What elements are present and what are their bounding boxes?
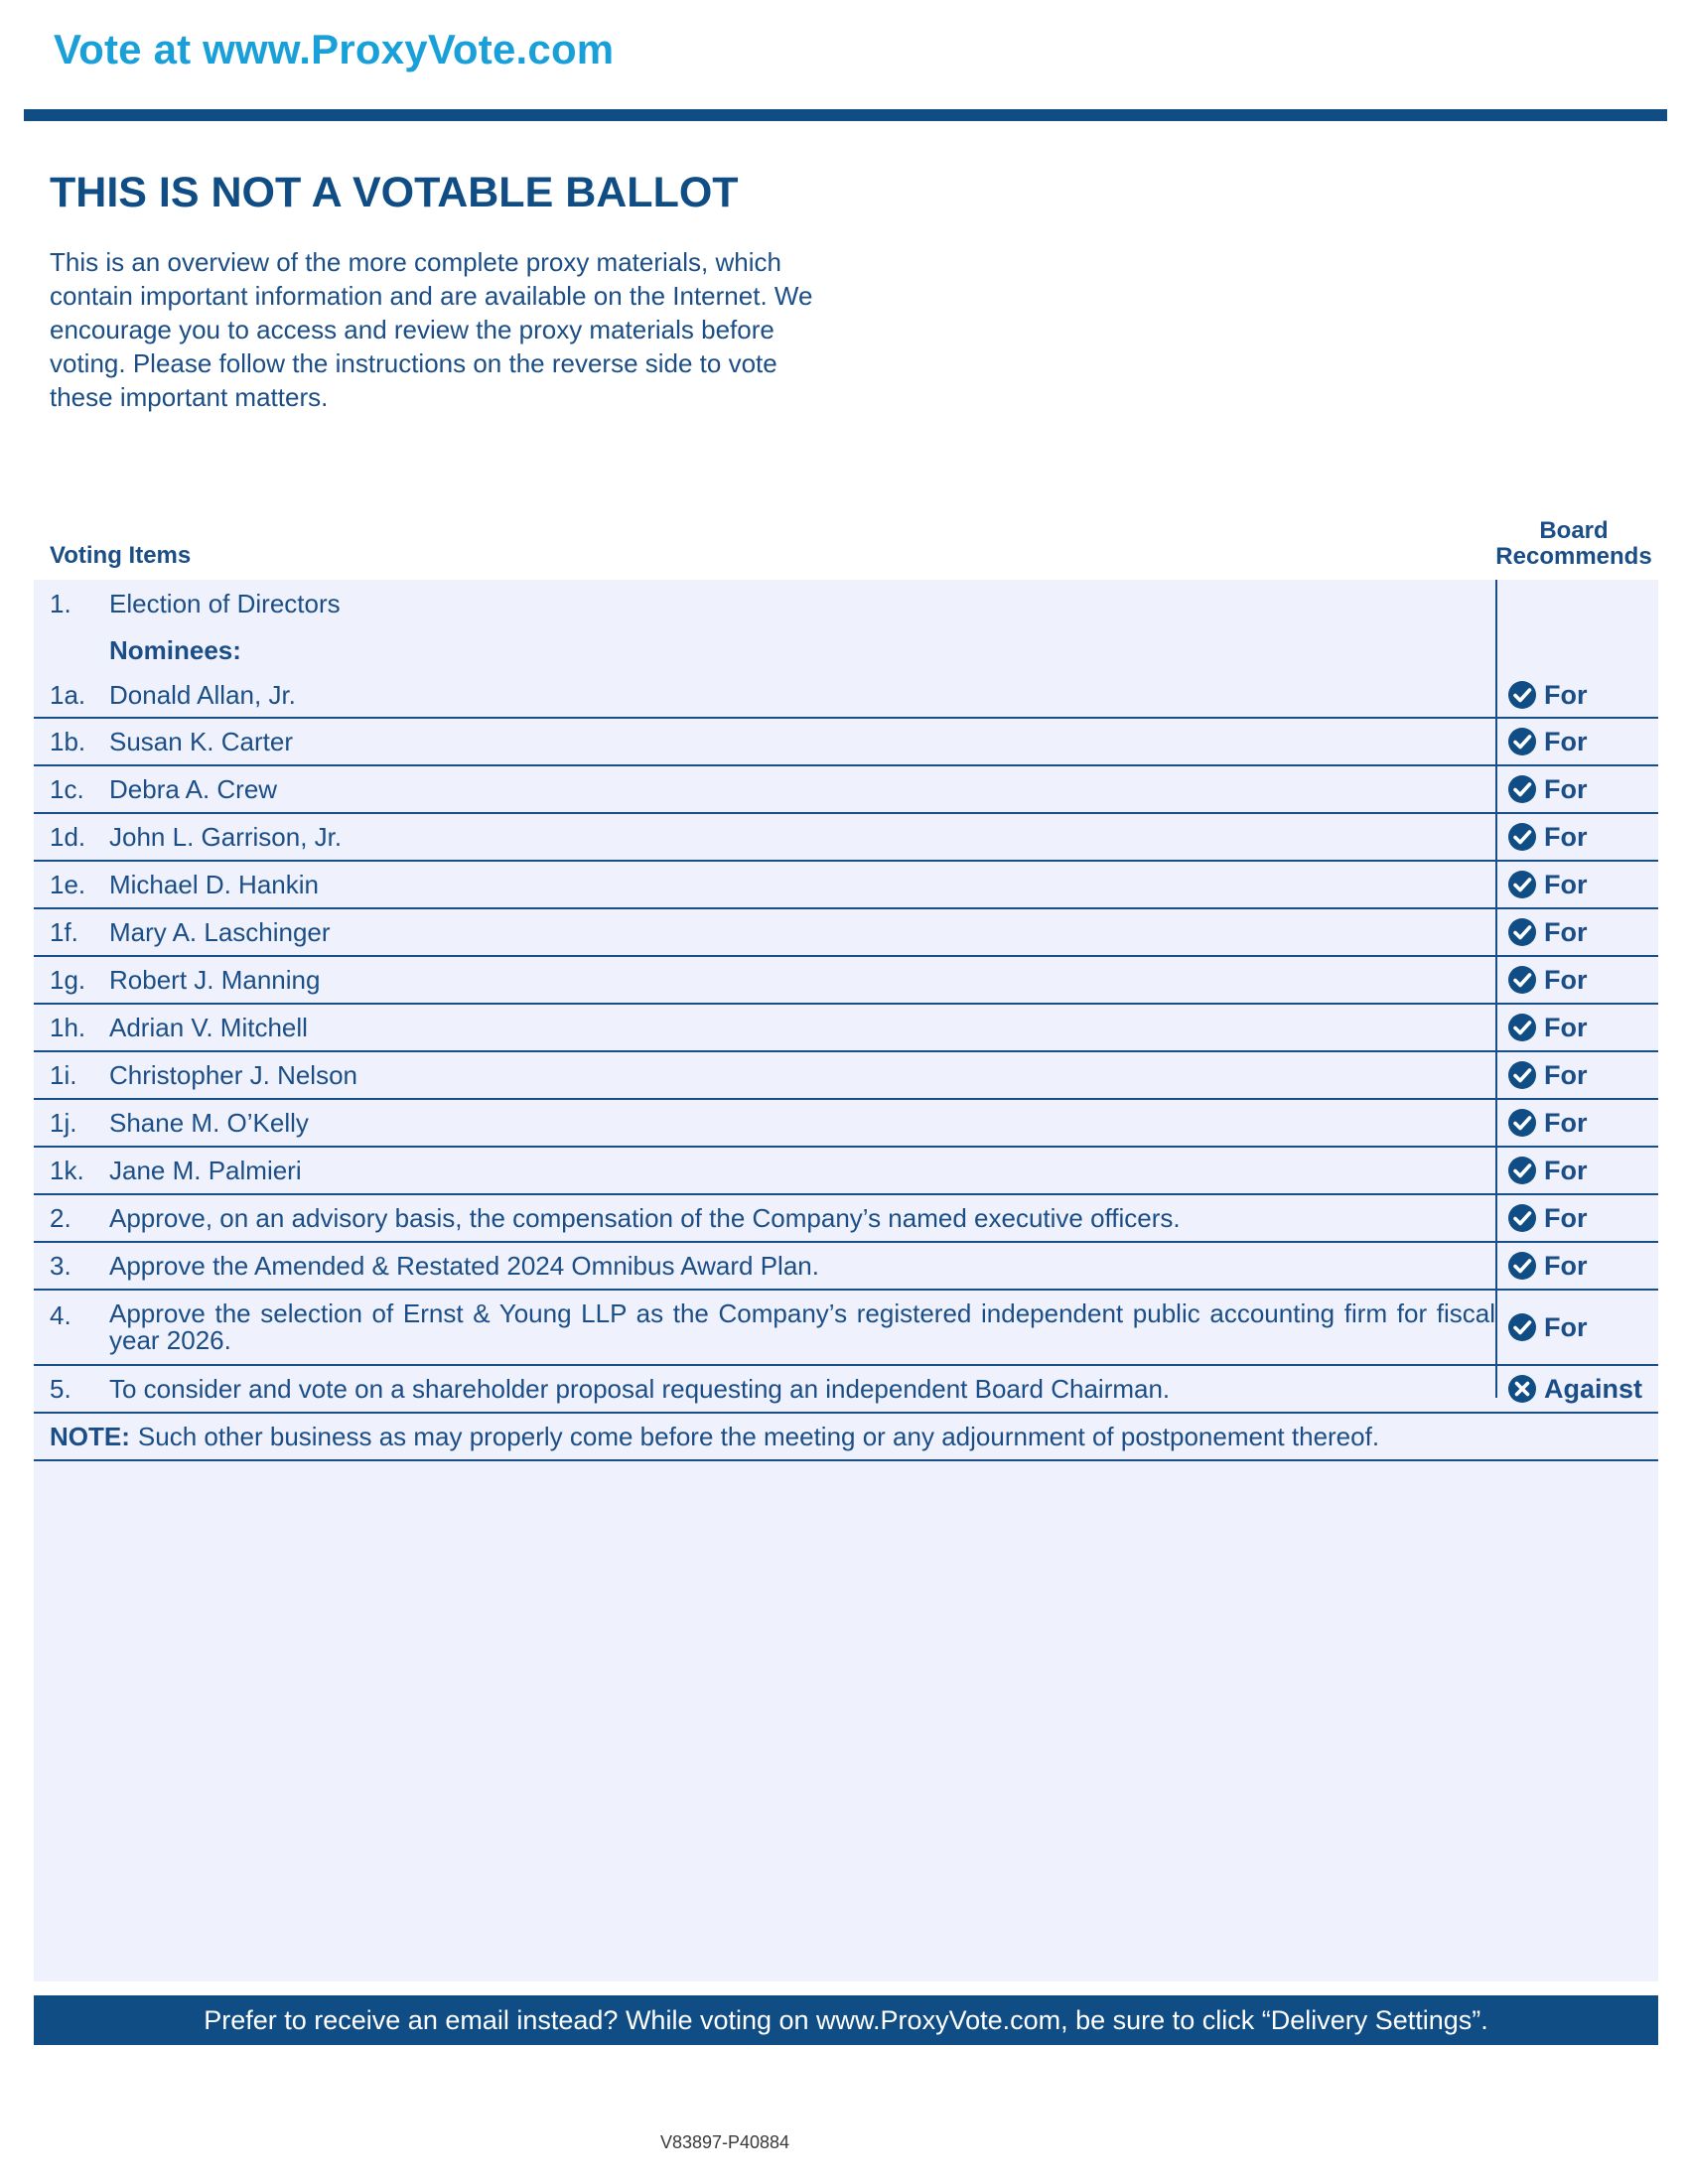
- voting-item-row: [34, 1291, 1658, 1366]
- voting-item-row: [34, 1052, 1658, 1100]
- recommendation-label: For: [1544, 1250, 1588, 1281]
- item-text: Approve the selection of Ernst & Young LLP as the Company’s registered independent public accounting firm for fiscal year 2026.: [109, 1298, 1495, 1355]
- item-text: Robert J. Manning: [109, 964, 321, 995]
- board-recommendation: [1499, 673, 1588, 717]
- recommendation-label: For: [1544, 1012, 1588, 1042]
- recommendation-label: For: [1544, 773, 1588, 804]
- check-circle-icon: [1507, 822, 1537, 852]
- intro-paragraph: This is an overview of the more complete proxy materials, which contain important information and are available on the Internet. We encourage you to access and review the proxy materials before voting. Please follow the instructions on the reverse side to vote these important matters.: [50, 247, 813, 412]
- board-recommendation: [1499, 957, 1588, 1003]
- recommendation-label: For: [1544, 1311, 1588, 1342]
- item-text: Approve, on an advisory basis, the compensation of the Company’s named executive officers.: [109, 1202, 1181, 1233]
- note-label: NOTE:: [50, 1421, 130, 1451]
- check-circle-icon: [1507, 1108, 1537, 1138]
- column-header-voting-items: Voting Items: [50, 542, 192, 569]
- item-number: 1e.: [50, 869, 86, 899]
- voting-item-row: [34, 1100, 1658, 1148]
- recommendation-label: For: [1544, 1155, 1588, 1185]
- board-recommendation: [1499, 862, 1588, 907]
- item-text: Michael D. Hankin: [109, 869, 319, 899]
- check-circle-icon: [1507, 680, 1537, 710]
- voting-items-table: [34, 580, 1658, 1461]
- voting-item-row: [34, 1366, 1658, 1414]
- board-recommendation: [1499, 814, 1588, 860]
- item-text: Shane M. O’Kelly: [109, 1107, 309, 1138]
- item-number: 1f.: [50, 916, 78, 947]
- voting-item-row: [34, 766, 1658, 814]
- delivery-settings-text: Prefer to receive an email instead? While voting on www.ProxyVote.com, be sure to click “Delivery Settings”.: [204, 2004, 1488, 2035]
- board-recommendation: [1499, 1148, 1588, 1193]
- item-number: 1.: [50, 588, 71, 618]
- item-text: Jane M. Palmieri: [109, 1155, 302, 1185]
- item-text: Approve the Amended & Restated 2024 Omnibus Award Plan.: [109, 1250, 819, 1281]
- check-circle-icon: [1507, 1013, 1537, 1042]
- recommendation-label: For: [1544, 916, 1588, 947]
- board-recommendation: [1499, 1052, 1588, 1098]
- item-number: 1h.: [50, 1012, 86, 1042]
- item-text: Election of Directors: [109, 588, 341, 618]
- voting-item-row: [34, 909, 1658, 957]
- column-header-board-line1: Board: [1539, 517, 1609, 544]
- recommendation-label: For: [1544, 1202, 1588, 1233]
- recommendation-label: For: [1544, 821, 1588, 852]
- recommendation-label: For: [1544, 964, 1588, 995]
- page-title: THIS IS NOT A VOTABLE BALLOT: [50, 169, 739, 216]
- column-header-board-line2: Recommends: [1495, 543, 1652, 570]
- item-number: 5.: [50, 1373, 71, 1404]
- voting-item-row: [34, 814, 1658, 862]
- item-text: Adrian V. Mitchell: [109, 1012, 308, 1042]
- item-number: 1k.: [50, 1155, 84, 1185]
- check-circle-icon: [1507, 1251, 1537, 1281]
- nominees-label: Nominees:: [109, 634, 241, 665]
- board-recommendation: [1499, 909, 1588, 955]
- voting-item-row: [34, 719, 1658, 766]
- voting-item-row: [34, 1005, 1658, 1052]
- header-rule: [24, 109, 1667, 121]
- recommendation-label: For: [1544, 1059, 1588, 1090]
- item-text: Susan K. Carter: [109, 726, 293, 756]
- voting-item-row: [34, 1148, 1658, 1195]
- board-recommendation: [1499, 719, 1588, 764]
- check-circle-icon: [1507, 1203, 1537, 1233]
- recommendation-label: Against: [1544, 1373, 1643, 1404]
- voting-item-row: [34, 673, 1658, 719]
- item-number: 2.: [50, 1202, 71, 1233]
- check-circle-icon: [1507, 870, 1537, 899]
- item-row-election: [34, 580, 1658, 627]
- board-recommendation: [1499, 1005, 1588, 1050]
- item-number: 3.: [50, 1250, 71, 1281]
- board-recommendation: [1499, 1100, 1588, 1146]
- board-recommendation: [1499, 1291, 1588, 1364]
- x-circle-icon: [1507, 1374, 1537, 1404]
- recommendation-label: For: [1544, 679, 1588, 710]
- recommendation-label: For: [1544, 1107, 1588, 1138]
- board-recommendation: [1499, 1195, 1588, 1241]
- delivery-settings-banner: [34, 1995, 1658, 2045]
- column-header-board-recommends: [1489, 518, 1658, 570]
- check-circle-icon: [1507, 1060, 1537, 1090]
- voting-rows: [34, 673, 1658, 1414]
- voting-item-row: [34, 862, 1658, 909]
- item-number: 4.: [50, 1300, 71, 1330]
- voting-item-row: [34, 1243, 1658, 1291]
- check-circle-icon: [1507, 917, 1537, 947]
- recommendation-label: For: [1544, 726, 1588, 756]
- header-title: Vote at www.ProxyVote.com: [54, 26, 615, 72]
- note-text: Such other business as may properly come before the meeting or any adjournment of postponement thereof.: [137, 1421, 1380, 1451]
- board-recommendation: [1499, 1366, 1642, 1412]
- voting-item-row: [34, 957, 1658, 1005]
- nominees-row: [34, 627, 1658, 673]
- check-circle-icon: [1507, 1156, 1537, 1185]
- item-number: 1d.: [50, 821, 86, 852]
- item-number: 1g.: [50, 964, 86, 995]
- note-row: [34, 1414, 1658, 1461]
- board-recommendation: [1499, 766, 1588, 812]
- check-circle-icon: [1507, 1312, 1537, 1342]
- item-number: 1a.: [50, 679, 86, 710]
- document-code: V83897-P40884: [659, 2132, 790, 2152]
- item-text: Donald Allan, Jr.: [109, 679, 296, 710]
- item-number: 1b.: [50, 726, 86, 756]
- item-number: 1j.: [50, 1107, 77, 1138]
- check-circle-icon: [1507, 965, 1537, 995]
- item-text: Christopher J. Nelson: [109, 1059, 357, 1090]
- item-text: Debra A. Crew: [109, 773, 278, 804]
- item-text: Mary A. Laschinger: [109, 916, 331, 947]
- recommendation-label: For: [1544, 869, 1588, 899]
- board-recommendation: [1499, 1243, 1588, 1289]
- check-circle-icon: [1507, 727, 1537, 756]
- item-number: 1c.: [50, 773, 84, 804]
- item-number: 1i.: [50, 1059, 77, 1090]
- item-text: To consider and vote on a shareholder proposal requesting an independent Board Chairman.: [109, 1373, 1171, 1404]
- check-circle-icon: [1507, 774, 1537, 804]
- voting-item-row: [34, 1195, 1658, 1243]
- item-text: John L. Garrison, Jr.: [109, 821, 343, 852]
